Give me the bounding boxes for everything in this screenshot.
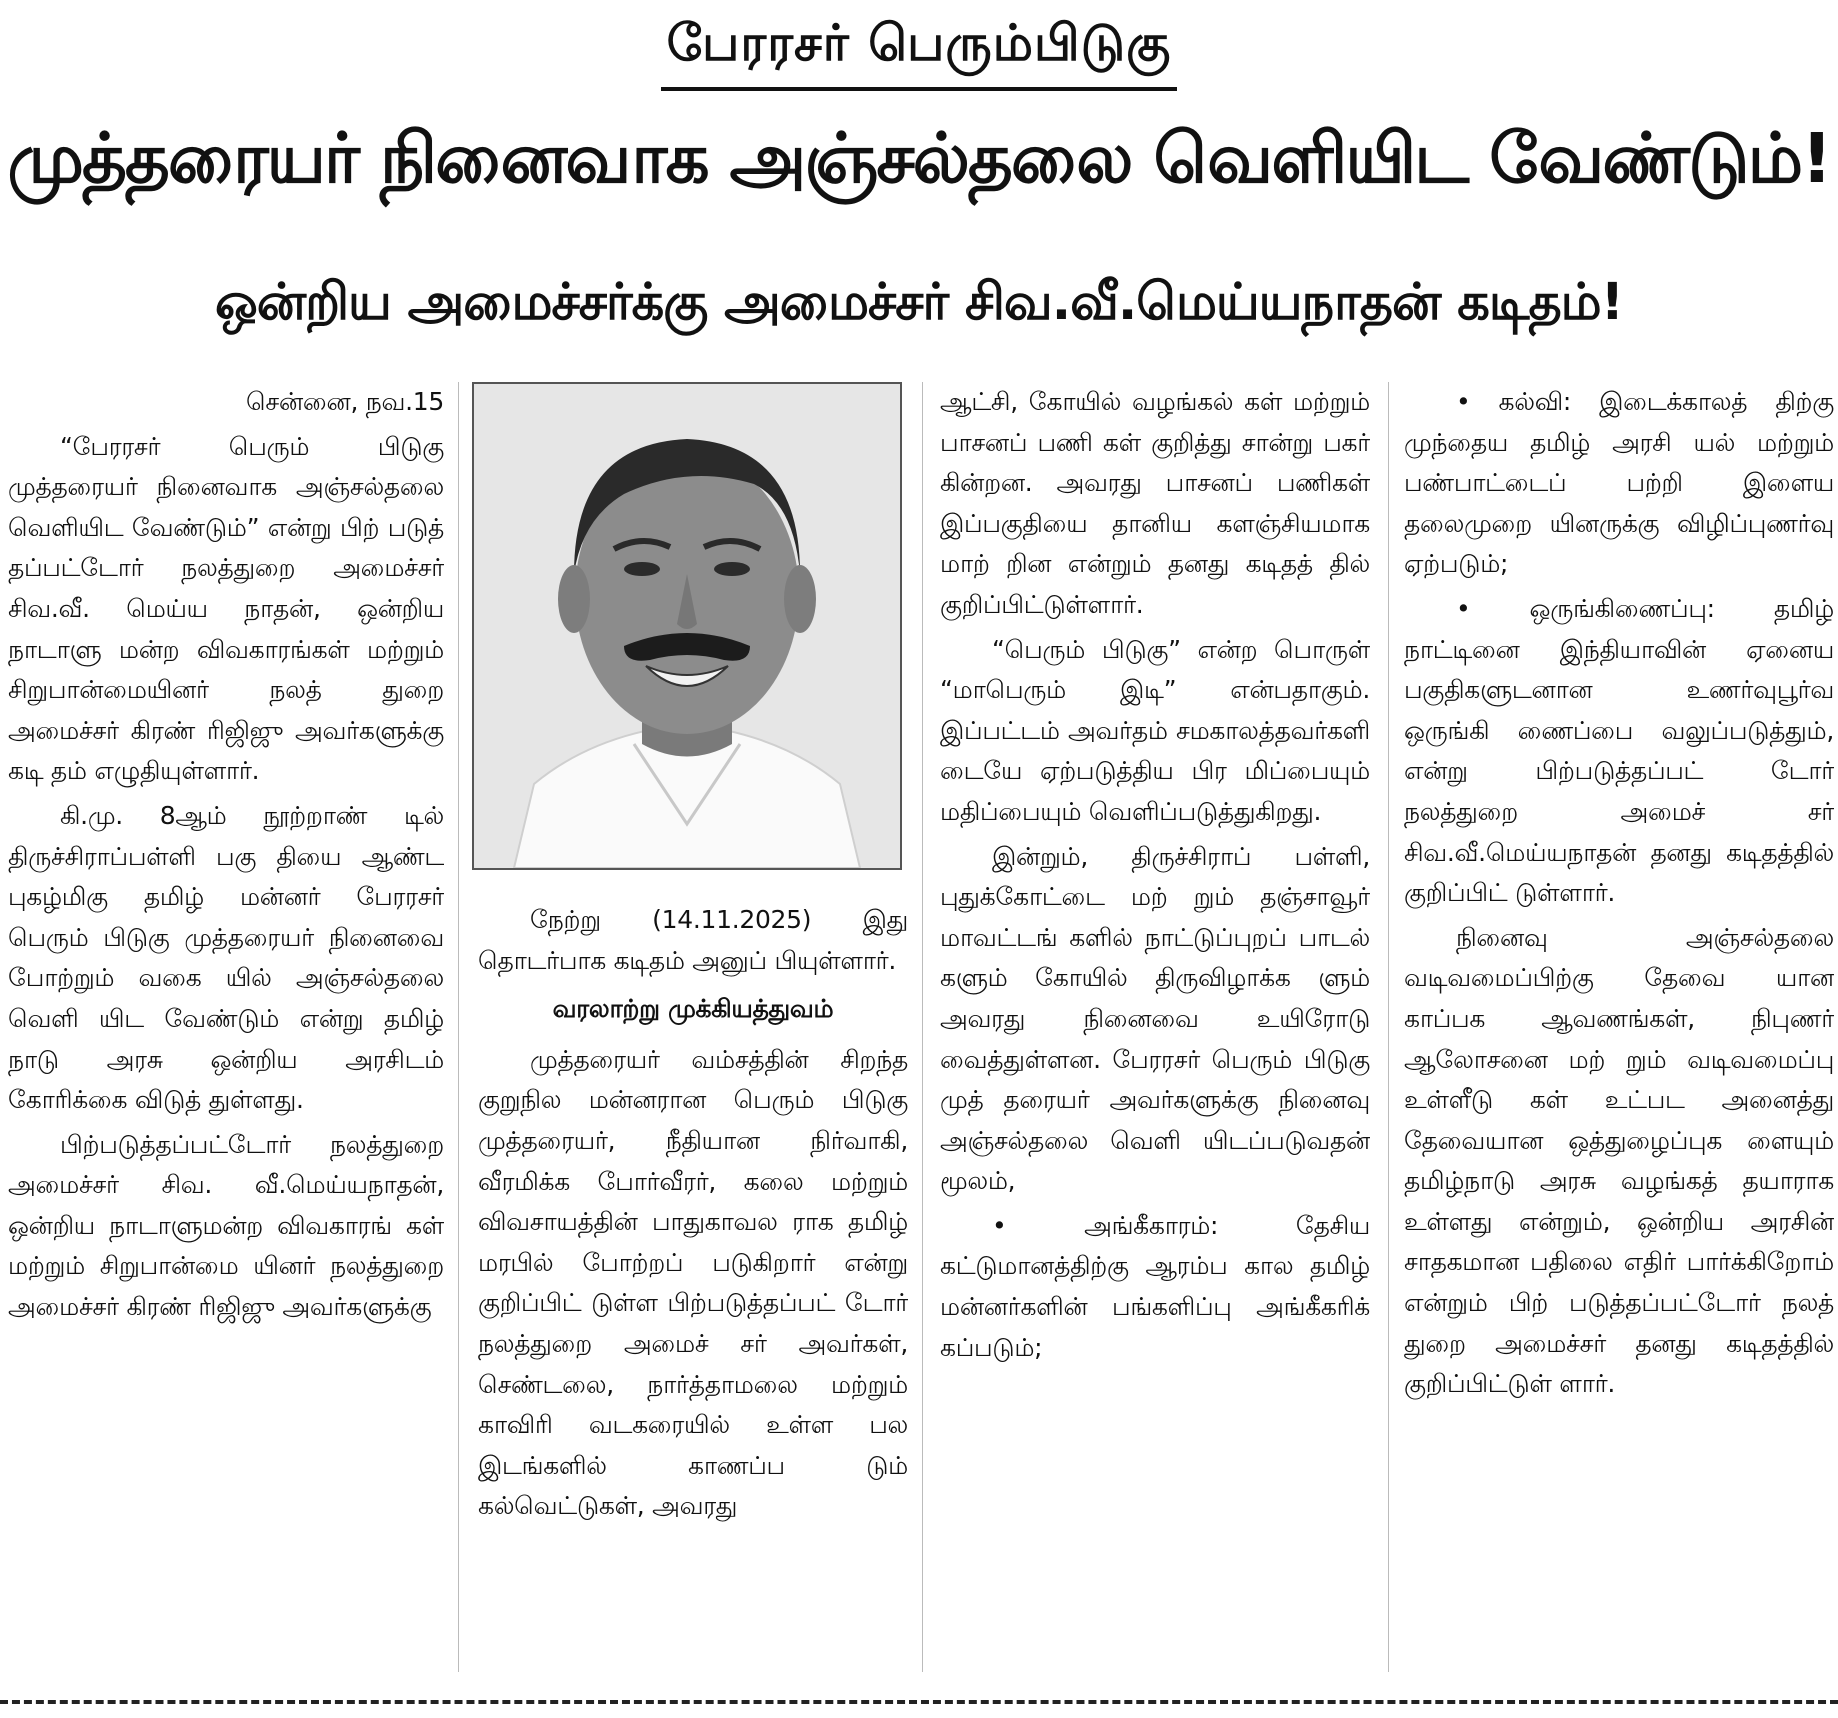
paragraph: பிற்படுத்தப்பட்டோர் நலத்துறை அமைச்சர் சிவ. வீ.மெய்யநாதன், ஒன்றிய நாடாளுமன்ற விவகாரங் கள் மற்றும் சிறுபான்மை யினர் நலத்துறை அமைச்சர் கிரண் ரிஜிஜு அவர்களுக்கு	[8, 1129, 444, 1322]
section-subheading: வரலாற்று முக்கியத்துவம்	[552, 994, 834, 1024]
article-column-3	[940, 382, 1370, 1682]
column-divider	[922, 382, 923, 1672]
article-column-2	[478, 900, 908, 1680]
bullet-item: • ஒருங்கிணைப்பு: தமிழ் நாட்டினை இந்தியாவின் ஏனைய பகுதிகளுடனான உணர்வுபூர்வ ஒருங்கி ணைப்பை வலுப்படுத்தும், என்று பிற்படுத்தப்பட் டோர் நலத்துறை அமைச் சர் சிவ.வீ.மெய்யநாதன் தனது கடிதத்தில் குறிப்பிட் டுள்ளார்.	[1404, 593, 1834, 908]
kicker	[0, 14, 1838, 91]
article-column-1	[8, 382, 444, 1682]
bottom-dashed-rule	[0, 1700, 1838, 1704]
paragraph: இன்றும், திருச்சிராப் பள்ளி, புதுக்கோட்டை மற் றும் தஞ்சாவூர் மாவட்டங் களில் நாட்டுப்புறப் பாடல் களும் கோயில் திருவிழாக்க ளும் அவரது நினைவை உயிரோடு வைத்துள்ளன. பேரரசர் பெரும் பிடுகு முத் தரையர் அவர்களுக்கு நினைவு அஞ்சல்தலை வெளி யிடப்படுவதன் மூலம்,	[940, 841, 1370, 1196]
paragraph: “பெரும் பிடுகு” என்ற பொருள் “மாபெரும் இடி” என்பதாகும். இப்பட்டம் அவர்தம் சமகாலத்தவர்களி டையே ஏற்படுத்திய பிர மிப்பையும் மதிப்பையும் வெளிப்படுத்துகிறது.	[940, 634, 1370, 826]
paragraph: முத்தரையர் வம்சத்தின் சிறந்த குறுநில மன்னரான பெரும் பிடுகு முத்தரையர், நீதியான நிர்வாகி, வீரமிக்க போர்வீரர், கலை மற்றும் விவசாயத்தின் பாதுகாவல ராக தமிழ் மரபில் போற்றப் படுகிறார் என்று குறிப்பிட் டுள்ள பிற்படுத்தப்பட் டோர் நலத்துறை அமைச் சர் அவர்கள், செண்டலை, நார்த்தாமலை மற்றும் காவிரி வடகரையில் உள்ள பல இடங்களில் காணப்ப டும் கல்வெட்டுகள், அவரது	[478, 1044, 908, 1521]
minister-photo	[472, 382, 902, 870]
paragraph: நினைவு அஞ்சல்தலை வடிவமைப்பிற்கு தேவை யான காப்பக ஆவணங்கள், நிபுணர் ஆலோசனை மற் றும் வடிவமைப்பு உள்ளீடு கள் உட்பட அனைத்து தேவையான ஒத்துழைப்புக ளையும் தமிழ்நாடு அரசு வழங்கத் தயாராக உள்ளது என்றும், ஒன்றிய அரசின் சாதகமான பதிலை எதிர் பார்க்கிறோம் என்றும் பிற் படுத்தப்பட்டோர் நலத் துறை அமைச்சர் தனது கடிதத்தில் குறிப்பிட்டுள் ளார்.	[1404, 922, 1834, 1399]
paragraph: “பேரரசர் பெரும் பிடுகு முத்தரையர் நினைவாக அஞ்சல்தலை வெளியிட வேண்டும்” என்று பிற் படுத் தப்பட்டோர் நலத்துறை அமைச்சர் சிவ.வீ. மெய்ய நாதன், ஒன்றிய நாடாளு மன்ற விவகாரங்கள் மற்றும் சிறுபான்மையினர் நலத் துறை அமைச்சர் கிரண் ரிஜிஜு அவர்களுக்கு கடி தம் எழுதியுள்ளார்.	[8, 431, 444, 786]
subheadline: ஒன்றிய அமைச்சர்க்கு அமைச்சர் சிவ.வீ.மெய்யநாதன் கடிதம்!	[215, 273, 1623, 332]
bullet-item: • கல்வி: இடைக்காலத் திற்கு முந்தைய தமிழ் அரசி யல் மற்றும் பண்பாட்டைப் பற்றி இளைய தலைமுறை யினருக்கு விழிப்புணர்வு ஏற்படும்;	[1404, 387, 1834, 579]
paragraph: ஆட்சி, கோயில் வழங்கல் கள் மற்றும் பாசனப் பணி கள் குறித்து சான்று பகர் கின்றன. அவரது பாசனப் பணிகள் இப்பகுதியை தானிய களஞ்சியமாக மாற் றின என்றும் தனது கடிதத் தில் குறிப்பிட்டுள்ளார்.	[940, 387, 1370, 619]
bullet-item: • அங்கீகாரம்: தேசிய கட்டுமானத்திற்கு ஆரம்ப கால தமிழ் மன்னர்களின் பங்களிப்பு அங்கீகரிக் கப்படும்;	[940, 1210, 1370, 1362]
portrait-image	[474, 384, 900, 868]
kicker-text: பேரரசர் பெரும்பிடுகு	[661, 14, 1178, 91]
dateline: சென்னை, நவ.15	[245, 387, 444, 416]
column-divider	[458, 382, 459, 1672]
headline: முத்தரையர் நினைவாக அஞ்சல்தலை வெளியிட வேண்டும்!	[7, 119, 1831, 199]
column-divider	[1388, 382, 1389, 1672]
paragraph: கி.மு. 8ஆம் நூற்றாண் டில் திருச்சிராப்பள்ளி பகு தியை ஆண்ட புகழ்மிகு தமிழ் மன்னர் பேரரசர் பெரும் பிடுகு முத்தரையர் நினைவை போற்றும் வகை யில் அஞ்சல்தலை வெளி யிட வேண்டும் என்று தமிழ் நாடு அரசு ஒன்றிய அரசிடம் கோரிக்கை விடுத் துள்ளது.	[8, 800, 444, 1115]
article-column-4	[1404, 382, 1834, 1682]
paragraph: நேற்று (14.11.2025) இது தொடர்பாக கடிதம் அனுப் பியுள்ளார்.	[478, 905, 908, 975]
